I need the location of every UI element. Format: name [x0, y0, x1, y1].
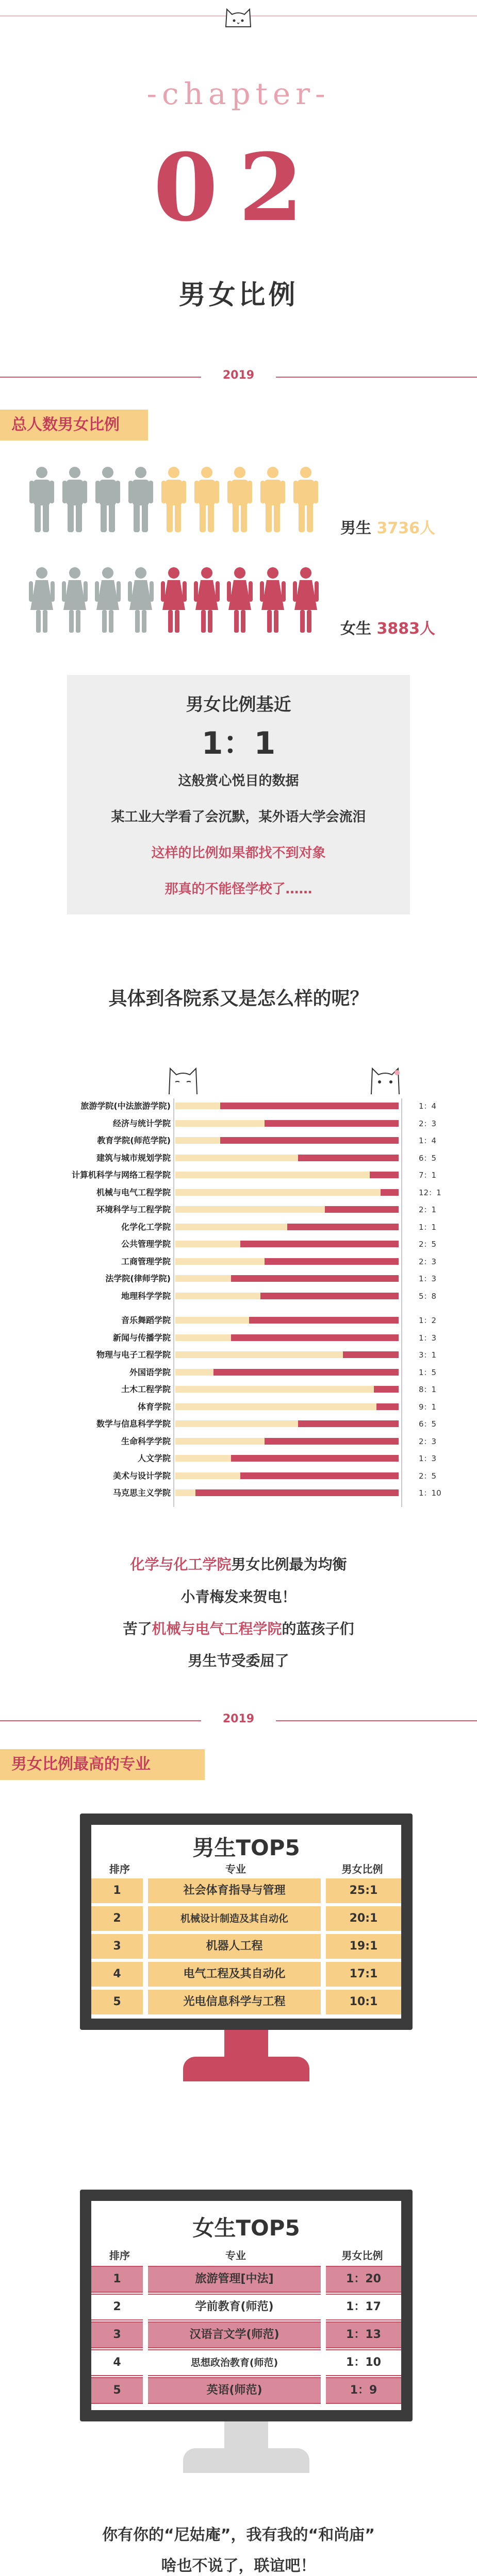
table-row	[91, 1878, 401, 1903]
major-cell: 社会体育指导与管理	[148, 1878, 321, 1903]
caption-line-3	[0, 1618, 477, 1638]
department-ratio: 2：5	[419, 1471, 437, 1481]
ratio-cell: 1：13	[326, 2321, 401, 2348]
ratio-cell: 20:1	[326, 1906, 401, 1931]
ratio-line-4: 那真的不能怪学校了……	[165, 882, 312, 897]
header-rank: 排序	[109, 1863, 130, 1875]
department-ratio: 2：3	[419, 1436, 437, 1446]
department-label: 物理与电子工程学院	[96, 1350, 171, 1360]
rank-cell: 3	[91, 2321, 143, 2348]
department-ratio: 12：1	[419, 1188, 441, 1197]
header-major: 专业	[225, 2249, 246, 2262]
department-label: 化学化工学院	[121, 1222, 171, 1232]
year-divider: 2019	[222, 369, 255, 382]
male-person-yellow-icon	[226, 466, 253, 533]
male-top5-title: 男生TOP5	[192, 1835, 300, 1860]
female-person-red-icon	[259, 567, 286, 634]
divider-line-left-2	[0, 1720, 201, 1721]
department-label: 机械与电气工程学院	[96, 1187, 171, 1197]
caption-prefix-3: 苦了	[123, 1620, 152, 1637]
department-ratio: 2：3	[419, 1257, 437, 1266]
major-cell: 机器人工程	[148, 1934, 321, 1959]
female-table-body	[91, 2266, 401, 2405]
major-cell: 旅游管理[中法]	[148, 2266, 321, 2293]
header-ratio: 男女比例	[341, 1863, 383, 1875]
caption-line-1	[0, 1553, 477, 1574]
department-label: 人文学院	[137, 1453, 171, 1463]
female-person-grey-icon	[94, 567, 121, 634]
male-person-yellow-icon	[259, 466, 286, 533]
department-ratio: 1：4	[419, 1101, 437, 1111]
caption-line-2: 小青梅发来贺电！	[180, 1588, 297, 1605]
ratio-cell: 1：9	[326, 2377, 401, 2404]
department-ratio: 5：8	[419, 1291, 437, 1301]
department-ratio: 1：5	[419, 1367, 437, 1377]
ratio-cell: 1：10	[326, 2349, 401, 2376]
table-row	[91, 2266, 401, 2291]
caption-highlight-3: 机械与电气工程学院	[152, 1620, 282, 1637]
department-label: 美术与设计学院	[112, 1470, 171, 1481]
ratio-value: 1：1	[201, 725, 276, 761]
ratio-cell: 17:1	[326, 1962, 401, 1987]
female-people-row	[28, 567, 327, 636]
male-person-grey-icon	[94, 466, 121, 533]
male-count: 3736	[376, 519, 420, 537]
female-person-red-icon	[226, 567, 253, 634]
header-major: 专业	[225, 1863, 246, 1875]
male-table-header	[91, 1860, 401, 1878]
divider-line-right	[276, 377, 477, 378]
female-top5-monitor	[80, 2190, 413, 2478]
caption-rest-1: 男女比例最为均衡	[231, 1556, 347, 1573]
female-count-text	[340, 616, 435, 638]
ratio-cell: 25:1	[326, 1878, 401, 1903]
department-ratio: 2：1	[419, 1205, 437, 1214]
department-ratio: 3：1	[419, 1350, 437, 1360]
cat-right-icon	[367, 1061, 403, 1097]
department-label: 法学院(律师学院)	[105, 1274, 171, 1283]
monitor-base	[183, 2057, 309, 2081]
table-row	[91, 1934, 401, 1959]
section-tag-top-majors: 男女比例最高的专业	[0, 1749, 205, 1780]
chapter-title: 男女比例	[178, 280, 299, 311]
major-cell: 学前教育(师范)	[148, 2294, 321, 2320]
female-unit: 人	[419, 620, 435, 638]
rank-cell: 4	[91, 1962, 143, 1987]
department-label: 旅游学院(中法旅游学院)	[80, 1101, 171, 1111]
department-label: 公共管理学院	[121, 1239, 171, 1249]
major-cell: 思想政治教育(师范)	[148, 2349, 321, 2376]
rank-cell: 4	[91, 2349, 143, 2376]
male-person-grey-icon	[28, 466, 55, 533]
ratio-box	[67, 675, 410, 914]
table-row	[91, 1962, 401, 1987]
department-label: 体育学院	[137, 1401, 171, 1412]
monitor-screen	[91, 1825, 401, 2019]
department-ratio: 8：1	[419, 1385, 437, 1394]
department-ratio: 7：1	[419, 1171, 437, 1180]
male-person-grey-icon	[127, 466, 154, 533]
major-cell: 光电信息科学与工程	[148, 1990, 321, 2014]
female-person-red-icon	[193, 567, 220, 634]
female-person-grey-icon	[61, 567, 88, 634]
male-person-yellow-icon	[193, 466, 220, 533]
department-ratio: 6：5	[419, 1153, 437, 1163]
rank-cell: 5	[91, 2377, 143, 2404]
table-row	[91, 2294, 401, 2318]
female-person-grey-icon	[28, 567, 55, 634]
department-ratio: 1：4	[419, 1136, 437, 1145]
department-label: 音乐舞蹈学院	[121, 1315, 171, 1325]
table-row	[91, 1906, 401, 1931]
monitor-screen	[91, 2201, 401, 2410]
male-person-grey-icon	[61, 466, 88, 533]
department-bar-chart	[0, 1103, 477, 1515]
major-cell: 英语(师范)	[148, 2377, 321, 2404]
department-label: 计算机科学与网络工程学院	[71, 1170, 171, 1180]
male-people-row	[28, 466, 327, 536]
male-person-yellow-icon	[160, 466, 187, 533]
department-label: 新闻与传播学院	[112, 1332, 171, 1343]
department-label: 生命科学学院	[121, 1436, 171, 1446]
department-ratio: 1：2	[419, 1316, 437, 1325]
footer-line-2: 啥也不说了，联谊吧！	[161, 2557, 316, 2575]
caption-highlight-1: 化学与化工学院	[130, 1556, 232, 1573]
table-row	[91, 2321, 401, 2346]
department-ratio: 1：3	[419, 1333, 437, 1343]
rank-cell: 3	[91, 1934, 143, 1959]
header-rank: 排序	[109, 2249, 130, 2262]
department-label: 教育学院(师范学院)	[97, 1136, 171, 1145]
ratio-heading: 男女比例基近	[186, 694, 291, 715]
year-divider-2: 2019	[222, 1713, 255, 1725]
female-person-grey-icon	[127, 567, 154, 634]
female-person-red-icon	[292, 567, 319, 634]
department-label: 环境科学与工程学院	[96, 1205, 171, 1214]
cat-head-icon	[222, 4, 255, 30]
chart-frame	[173, 1098, 402, 1507]
department-ratio: 1：3	[419, 1274, 437, 1283]
major-cell: 汉语言文学(师范)	[148, 2321, 321, 2348]
department-label: 外国语学院	[129, 1367, 171, 1377]
department-ratio: 1：10	[419, 1488, 441, 1498]
department-label: 地理科学学院	[121, 1291, 171, 1301]
rank-cell: 2	[91, 2294, 143, 2320]
monitor-base	[183, 2448, 309, 2473]
department-label: 马克思主义学院	[112, 1488, 171, 1498]
chapter-label: -chapter-	[146, 76, 331, 111]
ratio-line-2: 某工业大学看了会沉默，某外语大学会流泪	[111, 809, 366, 825]
male-count-text	[340, 515, 435, 538]
footer-line-1: 你有你的“尼姑庵”，我有我的“和尚庙”	[102, 2526, 375, 2544]
table-row	[91, 1990, 401, 2014]
major-cell: 机械设计制造及其自动化	[148, 1906, 321, 1931]
major-cell: 电气工程及其自动化	[148, 1962, 321, 1987]
department-question: 具体到各院系又是怎么样的呢？	[108, 988, 369, 1009]
divider-line-right-2	[276, 1720, 477, 1721]
table-row	[91, 2349, 401, 2374]
female-table-header	[91, 2246, 401, 2265]
department-label: 经济与统计学院	[112, 1118, 171, 1128]
chapter-number: 02	[153, 133, 324, 242]
cat-left-icon	[165, 1061, 201, 1097]
rank-cell: 1	[91, 1878, 143, 1903]
header-ratio: 男女比例	[341, 2249, 383, 2262]
monitor-neck	[224, 2421, 268, 2448]
caption-line-4: 男生节受委屈了	[188, 1652, 289, 1669]
department-ratio: 6：5	[419, 1419, 437, 1429]
department-ratio: 9：1	[419, 1402, 437, 1412]
department-label: 数学与信息科学学院	[96, 1419, 171, 1429]
department-label: 建筑与城市规划学院	[96, 1153, 171, 1163]
ratio-cell: 10:1	[326, 1990, 401, 2014]
monitor-neck	[224, 2030, 268, 2057]
female-person-red-icon	[160, 567, 187, 634]
ratio-cell: 1：20	[326, 2266, 401, 2293]
female-label: 女生	[340, 620, 371, 638]
department-ratio: 2：3	[419, 1118, 437, 1128]
rank-cell: 5	[91, 1990, 143, 2014]
female-count: 3883	[376, 620, 420, 638]
table-row	[91, 2377, 401, 2402]
ratio-cell: 19:1	[326, 1934, 401, 1959]
department-ratio: 1：3	[419, 1454, 437, 1463]
male-label: 男生	[340, 519, 371, 537]
ratio-line-1: 这般赏心悦目的数据	[178, 773, 299, 789]
rank-cell: 2	[91, 1906, 143, 1931]
section-tag-total: 总人数男女比例	[0, 410, 148, 440]
caption-rest-3: 的蓝孩子们	[282, 1620, 354, 1637]
male-top5-monitor	[80, 1814, 413, 2087]
department-label: 工商管理学院	[121, 1256, 171, 1266]
male-unit: 人	[419, 519, 435, 537]
ratio-line-3: 这样的比例如果都找不到对象	[151, 845, 326, 861]
divider-line-left	[0, 377, 201, 378]
department-ratio: 1：1	[419, 1222, 437, 1232]
male-person-yellow-icon	[292, 466, 319, 533]
ratio-cell: 1：17	[326, 2294, 401, 2320]
female-top5-title: 女生TOP5	[192, 2215, 300, 2241]
department-label: 土木工程学院	[121, 1384, 171, 1394]
department-ratio: 2：5	[419, 1240, 437, 1249]
male-table-body	[91, 1878, 401, 2018]
rank-cell: 1	[91, 2266, 143, 2293]
